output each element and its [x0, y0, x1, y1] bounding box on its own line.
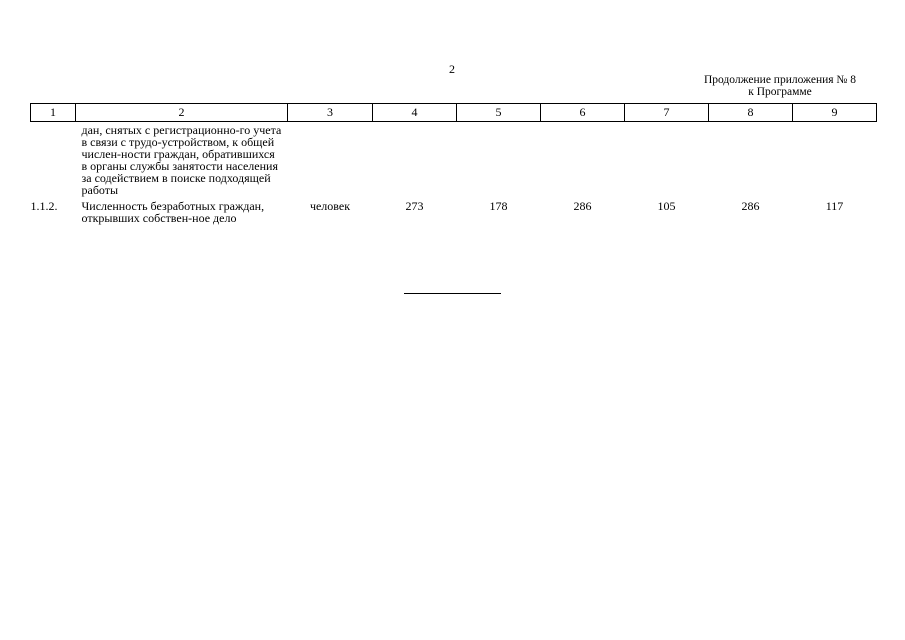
row-value: 105 — [657, 199, 676, 213]
indicators-table — [30, 103, 877, 224]
row-value — [709, 122, 793, 197]
row-description: дан, снятых с регистрационно-го учета в связи с трудо-устройством, к общей числен-ности граждан, обратившихся в органы службы занятости населения за содействием в поиске подходящей работы — [81, 123, 282, 197]
row-unit — [288, 122, 373, 197]
appendix-note-line2: к Программе — [748, 86, 812, 98]
column-header: 6 — [541, 104, 625, 122]
row-value — [373, 122, 457, 197]
row-value — [793, 122, 877, 197]
row-description: Численность безработных граждан, открывших собствен-ное дело — [81, 199, 265, 225]
column-header: 4 — [373, 104, 457, 122]
row-value — [457, 122, 541, 197]
column-header: 7 — [625, 104, 709, 122]
row-value — [541, 122, 625, 197]
row-unit: человек — [309, 199, 351, 213]
row-value: 286 — [573, 199, 592, 213]
table-header-row — [31, 104, 877, 122]
row-value: 273 — [405, 199, 424, 213]
row-value: 117 — [825, 199, 844, 213]
column-header: 8 — [709, 104, 793, 122]
row-value: 178 — [489, 199, 508, 213]
appendix-note-line1: Продолжение приложения № 8 — [703, 74, 857, 86]
table-row — [31, 196, 877, 224]
column-header: 5 — [457, 104, 541, 122]
end-of-document-line — [404, 293, 501, 294]
column-header: 9 — [793, 104, 877, 122]
row-value: 286 — [741, 199, 760, 213]
column-header: 1 — [31, 104, 76, 122]
row-code — [31, 122, 76, 197]
row-code: 1.1.2. — [30, 199, 58, 213]
row-value — [625, 122, 709, 197]
column-header: 2 — [76, 104, 288, 122]
appendix-note — [690, 74, 870, 98]
column-header: 3 — [288, 104, 373, 122]
page-number: 2 — [449, 62, 455, 76]
table-row — [31, 122, 877, 197]
